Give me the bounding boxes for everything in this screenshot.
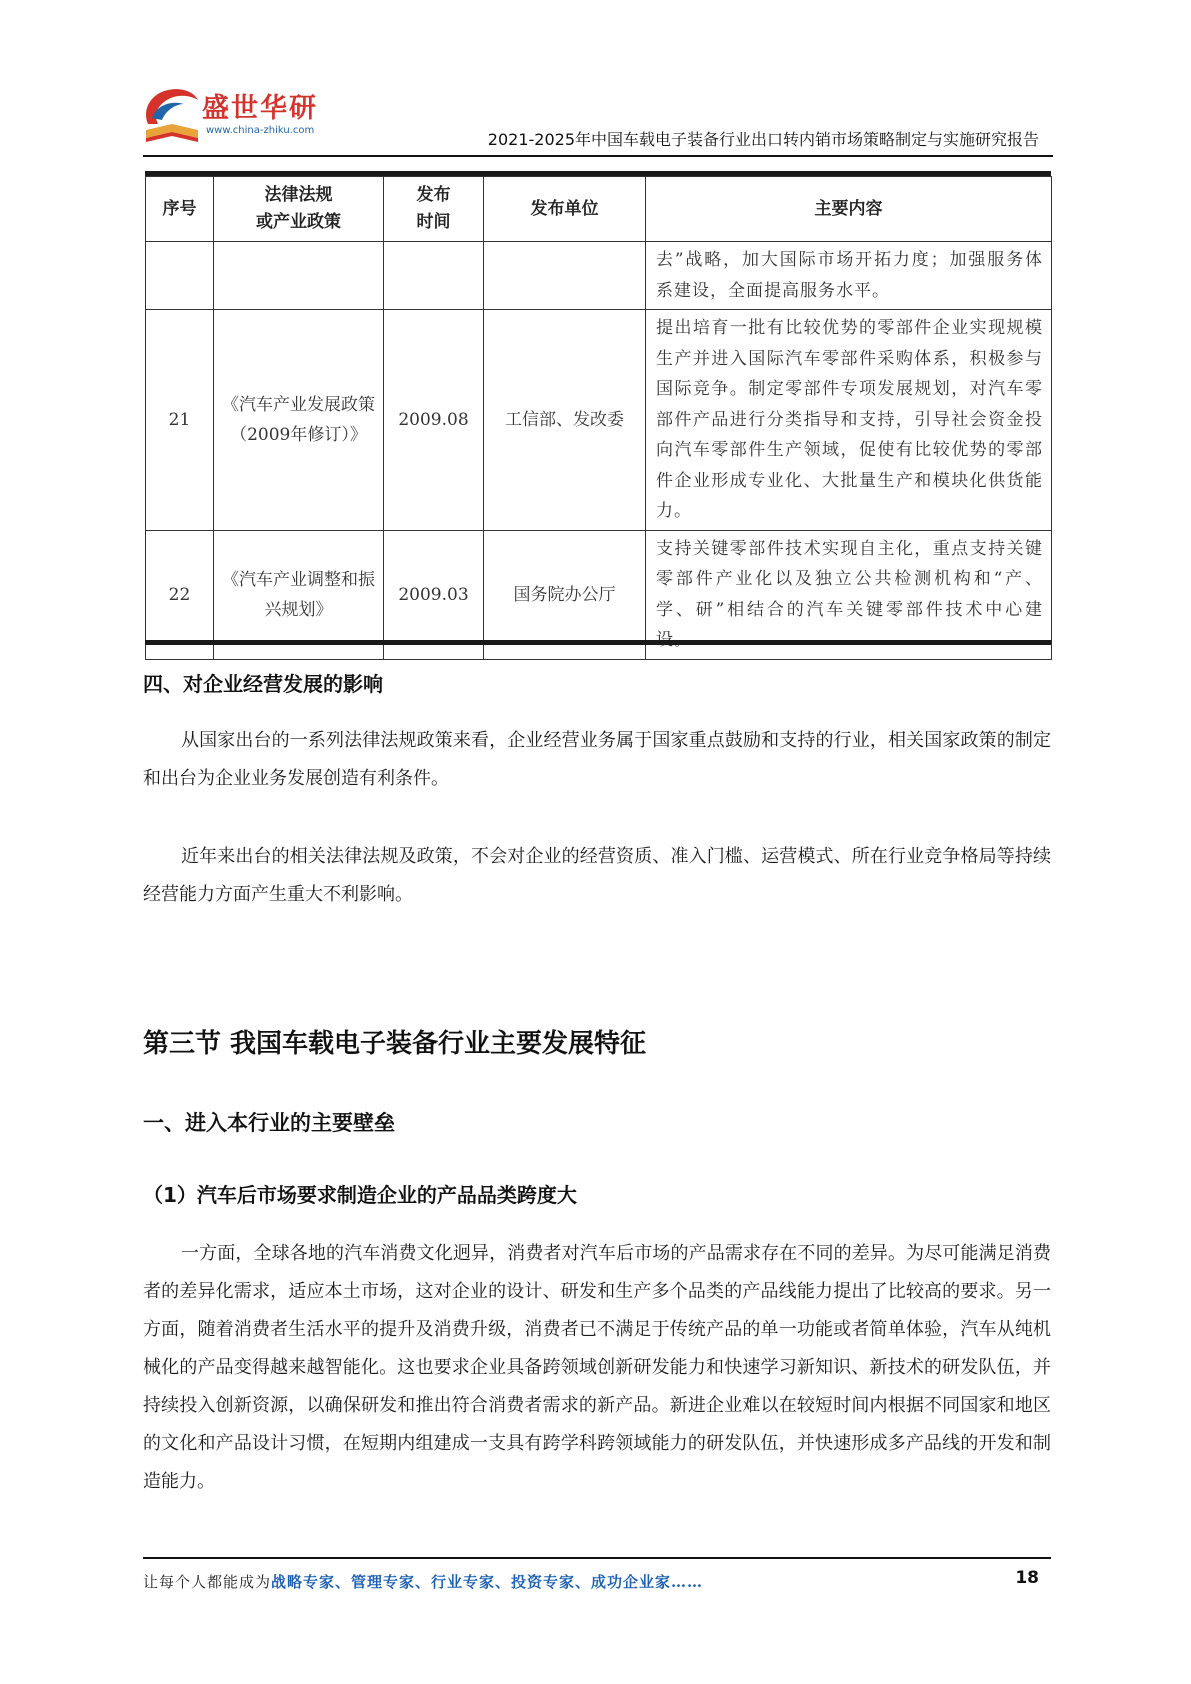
cell-number bbox=[146, 242, 214, 310]
cell-content: 支持关键零部件技术实现自主化，重点支持关键零部件产业化以及独立公共检测机构和“产、学、研”相结合的汽车关键零部件技术中心建 bbox=[646, 530, 1052, 659]
cell-number: 22 bbox=[146, 530, 214, 659]
book-swirl-logo-icon bbox=[140, 80, 210, 152]
logo-url: www.china-zhiku.com bbox=[206, 125, 315, 136]
table-header-row bbox=[146, 177, 1052, 242]
cell-number: 21 bbox=[146, 310, 214, 531]
col-header-content: 主要内容 bbox=[646, 177, 1052, 242]
cell-date bbox=[384, 242, 484, 310]
cell-content: 提出培育一批有比较优势的零部件企业实现规模生产并进入国际汽车零部件采购体系，积极参与国际竞争。制定零部件专项发展规划，对汽车零部件产品进行分类指导和支持，引导社会资金投向汽车零部件生产领域，促使有比较优势的零部件企业形成专业化、大批量生产和模块化供货能力。 bbox=[646, 310, 1052, 531]
cell-content: 去”战略，加大国际市场开拓力度；加强服务体系建设，全面提高服务水平。 bbox=[646, 242, 1052, 310]
company-logo bbox=[140, 80, 330, 152]
table-bottom-rule bbox=[145, 640, 1051, 645]
cell-date: 2009.08 bbox=[384, 310, 484, 531]
col-header-date: 发布 时间 bbox=[384, 177, 484, 242]
body-paragraph: 从国家出台的一系列法律法规政策来看，企业经营业务属于国家重点鼓励和支持的行业，相关国家政策的制定和出台为企业业务发展创造有利条件。 bbox=[143, 730, 1051, 789]
cell-issuer bbox=[484, 242, 646, 310]
table-row bbox=[146, 310, 1052, 531]
logo-name: 盛世华研 bbox=[202, 93, 318, 124]
header-divider bbox=[143, 155, 1053, 157]
cell-date: 2009.03 bbox=[384, 530, 484, 659]
subsection-heading: （1）汽车后市场要求制造企业的产品品类跨度大 bbox=[143, 1183, 577, 1207]
col-header-number: 序号 bbox=[146, 177, 214, 242]
table-row bbox=[146, 242, 1052, 310]
col-header-policy: 法律法规 或产业政策 bbox=[214, 177, 384, 242]
footer-slogan-prefix: 让每个人都能成为 bbox=[143, 1573, 272, 1591]
footer-divider bbox=[143, 1557, 1051, 1559]
cell-policy: 《汽车产业发展政策（2009年修订）》 bbox=[214, 310, 384, 531]
report-title: 2021-2025年中国车载电子装备行业出口转内销市场策略制定与实施研究报告 bbox=[487, 130, 1039, 149]
subsection-heading: 一、进入本行业的主要壁垒 bbox=[143, 1111, 395, 1135]
footer-slogan bbox=[143, 1571, 703, 1592]
policy-table bbox=[145, 176, 1052, 660]
cell-policy bbox=[214, 242, 384, 310]
footer-slogan-highlight: 战略专家、管理专家、行业专家、投资专家、成功企业家…… bbox=[271, 1573, 704, 1591]
cell-policy: 《汽车产业调整和振兴规划》 bbox=[214, 530, 384, 659]
chapter-heading: 第三节 我国车载电子装备行业主要发展特征 bbox=[143, 1029, 647, 1059]
cell-issuer: 国务院办公厅 bbox=[484, 530, 646, 659]
body-paragraph: 近年来出台的相关法律法规及政策，不会对企业的经营资质、准入门槛、运营模式、所在行业竞争格局等持续经营能力方面产生重大不利影响。 bbox=[143, 846, 1051, 905]
page-number: 18 bbox=[1015, 1568, 1039, 1588]
body-paragraph: 一方面，全球各地的汽车消费文化迥异，消费者对汽车后市场的产品需求存在不同的差异。为尽可能满足消费者的差异化需求，适应本土市场，这对企业的设计、研发和生产多个品类的产品线能力提出了比较高的要求。另一方面，随着消费者生活水平的提升及消费升级，消费者已不满足于传统产品的单一功能或者简单体验，汽车从纯机械化的产品变得越来越智能化。这也要求企业具备跨领域创新研发能力和快速学习新知识、新技术的研发队伍，并持续投入创新资源，以确保研发和推出符合消费者需求的新产品。新进企业难以在较短时间内根据不同国家和地区的文化和产品设计习惯，在短期内组建成一支具有跨学科跨领域能力的研发队伍，并快速形成多产品线的开发和制造能力。 bbox=[143, 1243, 1051, 1492]
col-header-issuer: 发布单位 bbox=[484, 177, 646, 242]
section-heading: 四、对企业经营发展的影响 bbox=[143, 672, 383, 696]
cell-issuer: 工信部、发改委 bbox=[484, 310, 646, 531]
